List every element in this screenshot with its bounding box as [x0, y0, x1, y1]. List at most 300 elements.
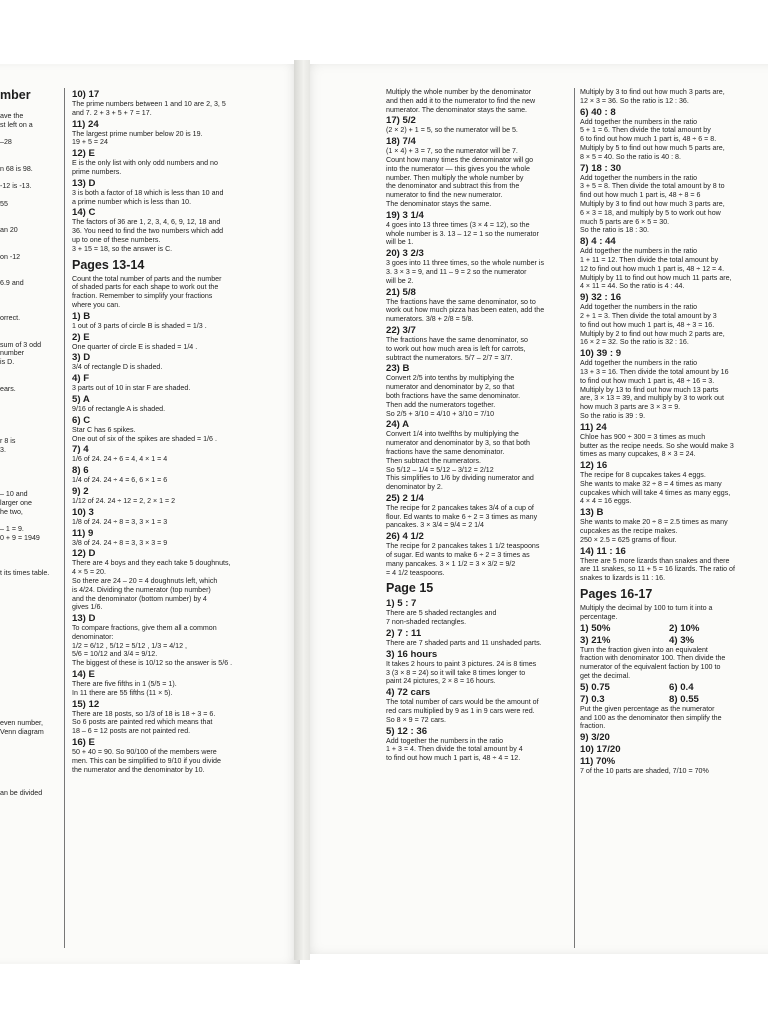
answer-pair — [580, 681, 758, 693]
answer-heading: 7) 18 : 30 — [580, 162, 622, 174]
cropped-line — [0, 261, 62, 270]
cropped-line — [0, 587, 62, 596]
cropped-line — [0, 244, 62, 253]
cropped-line: r 8 is — [0, 437, 16, 446]
cropped-line — [0, 772, 62, 781]
explanation-line: 3 is both a factor of 18 which is less than 10 and — [72, 188, 224, 197]
explanation-line: to find out how much 1 part is, 48 ÷ 16 = 3. — [580, 376, 715, 385]
cropped-line — [0, 552, 62, 561]
answer-heading: 11) 24 — [580, 421, 607, 433]
answer-heading: 6) 40 : 8 — [580, 106, 616, 118]
explanation-line: 12 × 3 = 36. So the ratio is 12 : 36. — [580, 96, 689, 105]
explanation-line: 3. 3 × 3 = 9, and 11 – 9 = 2 so the numerator — [386, 267, 527, 276]
cropped-line — [0, 578, 62, 587]
answers-column-3 — [580, 88, 758, 776]
cropped-line — [0, 288, 62, 297]
answer-heading: 25) 2 1/4 — [386, 492, 424, 504]
cropped-line: Venn diagram — [0, 727, 44, 736]
answer-heading: 12) D — [72, 548, 96, 560]
explanation-line: Count the total number of parts and the number — [72, 274, 222, 283]
explanation-line: Chloe has 900 ÷ 300 = 3 times as much — [580, 432, 706, 441]
section-heading: Page 15 — [386, 581, 434, 596]
explanation-line: 1/4 of 24. 24 ÷ 4 = 6, 6 × 1 = 6 — [72, 476, 168, 485]
explanation-line: butter as the recipe needs. So she would make 3 — [580, 441, 734, 450]
explanation-line: So 6 posts are painted red which means that — [72, 718, 213, 727]
cropped-line — [0, 367, 62, 376]
explanation-line: There are 5 more lizards than snakes and there — [580, 556, 730, 565]
cropped-line — [0, 472, 62, 481]
explanation-line: Turn the fraction given into an equivalent — [580, 645, 708, 654]
cropped-line: – 1 = 9. — [0, 525, 24, 534]
explanation-line: So the ratio is 18 : 30. — [580, 226, 650, 235]
answer-heading: 6) 0.4 — [669, 681, 694, 693]
explanation-line: Multiply by 5 to find out how much 5 parts are, — [580, 143, 725, 152]
explanation-line: of sugar. Ed wants to make 6 ÷ 2 = 3 times as — [386, 551, 530, 560]
cropped-line: an 20 — [0, 226, 18, 235]
explanation-line: denominator by 2. — [386, 483, 443, 492]
explanation-line: the denominator and subtract this from the — [386, 182, 520, 191]
cropped-line — [0, 402, 62, 411]
cropped-line — [0, 481, 62, 490]
answer-heading: 3) D — [72, 352, 91, 364]
cropped-line: 3. — [0, 446, 6, 455]
explanation-line: fraction. — [580, 722, 606, 731]
explanation-line: Multiply the decimal by 100 to turn it into a — [580, 604, 713, 613]
cropped-line — [0, 217, 62, 226]
explanation-line: are, 3 × 13 = 39, and multiply by 3 to work out — [580, 394, 724, 403]
explanation-line: 5 + 1 = 6. Then divide the total amount by — [580, 126, 711, 135]
explanation-line: There are five fifths in 1 (5/5 = 1). — [72, 680, 177, 689]
cropped-line — [0, 543, 62, 552]
explanation-line: So 5/12 – 1/4 = 5/12 – 3/12 = 2/12 — [386, 465, 494, 474]
explanation-line: Multiply by 3 to find out how much 3 parts are, — [580, 88, 725, 96]
explanation-line: So 2/5 + 3/10 = 4/10 + 3/10 = 7/10 — [386, 409, 495, 418]
answers-column-2 — [386, 88, 570, 763]
cropped-line: ears. — [0, 384, 16, 393]
cropped-line — [0, 631, 62, 640]
cropped-line — [0, 675, 62, 684]
explanation-line: She wants to make 20 ÷ 8 = 2.5 times as many — [580, 518, 728, 527]
explanation-line: numerator and denominator by 2, so that — [386, 383, 515, 392]
explanation-line: 13 + 3 = 16. Then divide the total amount by 16 — [580, 367, 729, 376]
answer-heading: 7) 4 — [72, 444, 89, 456]
explanation-line: 6 to find out how much 1 part is, 48 ÷ 6 = 8. — [580, 135, 717, 144]
cropped-line: 6.9 and — [0, 278, 24, 287]
explanation-line: 1 out of 3 parts of circle B is shaded = 1/3 . — [72, 321, 207, 330]
explanation-line: find out how much 1 part is, 48 ÷ 8 = 6 — [580, 191, 701, 200]
explanation-line: and the denominator (bottom number) by 4 — [72, 594, 207, 603]
explanation-line: 12 to find out how much 1 part is, 48 ÷ 12 = 4. — [580, 264, 725, 273]
answer-heading: 5) 12 : 36 — [386, 725, 428, 737]
answer-heading: 8) 0.55 — [669, 693, 699, 705]
answer-heading: 24) A — [386, 419, 410, 431]
explanation-line: numerator of the equivalent faction by 100 to — [580, 663, 721, 672]
answer-pair — [580, 634, 758, 646]
left-cropped-column — [0, 88, 62, 798]
cropped-line — [0, 173, 62, 182]
cropped-line — [0, 666, 62, 675]
explanation-line: both fractions have the same denominator. — [386, 391, 521, 400]
cropped-line: number — [0, 349, 25, 358]
cropped-line — [0, 428, 62, 437]
cropped-line — [0, 780, 62, 789]
cropped-line — [0, 270, 62, 279]
explanation-line: subtract the numerators. 5/7 – 2/7 = 3/7. — [386, 353, 513, 362]
explanation-line: fraction with denominator 100. Then divide the — [580, 654, 726, 663]
explanation-line: 4 × 11 = 44. So the ratio is 4 : 44. — [580, 282, 685, 291]
cropped-line — [0, 516, 62, 525]
answer-heading: 17) 5/2 — [386, 115, 416, 127]
cropped-line — [0, 692, 62, 701]
cropped-line — [0, 297, 62, 306]
cropped-heading: mber — [0, 88, 31, 102]
cropped-line — [0, 657, 62, 666]
answer-heading: 2) 10% — [669, 622, 700, 634]
explanation-line: where you can. — [72, 300, 121, 309]
explanation-line: Then subtract the numerators. — [386, 456, 482, 465]
explanation-line: The fractions have the same denominator, so to — [386, 297, 536, 306]
answer-heading: 26) 4 1/2 — [386, 531, 424, 543]
explanation-line: red cars multiplied by 9 as 1 in 9 cars were red. — [386, 707, 535, 716]
explanation-line: So there are 24 – 20 = 4 doughnuts left, which — [72, 576, 218, 585]
cropped-line — [0, 622, 62, 631]
explanation-line: the numerator and the denominator by 10. — [72, 765, 205, 774]
explanation-line: number. Then multiply the whole number by — [386, 173, 524, 182]
explanation-line: 1/8 of 24. 24 ÷ 8 = 3, 3 × 1 = 3 — [72, 517, 168, 526]
explanation-line: (2 × 2) + 1 = 5, so the numerator will be 5. — [386, 126, 518, 135]
explanation-line: Add together the numbers in the ratio — [580, 303, 698, 312]
section-heading: Pages 16-17 — [580, 587, 653, 602]
answer-heading: 19) 3 1/4 — [386, 209, 424, 221]
explanation-line: Add together the numbers in the ratio — [580, 173, 698, 182]
explanation-line: Add together the numbers in the ratio — [580, 247, 698, 256]
explanation-line: 1 + 3 = 4. Then divide the total amount by 4 — [386, 745, 523, 754]
explanation-line: So the ratio is 39 : 9. — [580, 411, 646, 420]
explanation-line: The biggest of these is 10/12 so the answer is 5/6 . — [72, 659, 233, 668]
explanation-line: Multiply by 3 to find out how much 3 parts are, — [580, 199, 725, 208]
explanation-line: The total number of cars would be the amount of — [386, 698, 539, 707]
explanation-line: 18 – 6 = 12 posts are not painted red. — [72, 727, 191, 736]
explanation-line: much 5 parts are 6 × 5 = 30. — [580, 217, 670, 226]
explanation-line: of shaded parts for each shape to work out the — [72, 283, 219, 292]
explanation-line: = 4 1/2 teaspoons. — [386, 568, 445, 577]
explanation-line: One quarter of circle E is shaded = 1/4 . — [72, 342, 198, 351]
answer-heading: 12) 16 — [580, 460, 608, 472]
explanation-line: percentage. — [580, 612, 618, 621]
explanation-line: 1 + 11 = 12. Then divide the total amount by — [580, 255, 719, 264]
answer-pair — [580, 622, 758, 634]
explanation-line: 7 non-shaded rectangles. — [386, 618, 467, 627]
answer-heading: 13) B — [580, 507, 604, 519]
explanation-line: times as many cupcakes, 8 × 3 = 24. — [580, 450, 696, 459]
explanation-line: to work out how much area is left for carrots, — [386, 344, 526, 353]
cropped-line: larger one — [0, 498, 32, 507]
explanation-line: To compare fractions, give them all a common — [72, 624, 217, 633]
cropped-line — [0, 701, 62, 710]
cropped-line — [0, 323, 62, 332]
explanation-line: and 7. 2 + 3 + 5 + 7 = 17. — [72, 108, 152, 117]
answer-heading: 2) E — [72, 331, 90, 343]
answers-column-1 — [72, 88, 284, 774]
explanation-line: Multiply the whole number by the denominator — [386, 88, 532, 96]
explanation-line: will be 1. — [386, 238, 414, 247]
cropped-line — [0, 604, 62, 613]
explanation-line: The recipe for 2 pancakes takes 1 1/2 teaspoons — [386, 542, 540, 551]
section-heading: Pages 13-14 — [72, 257, 145, 272]
cropped-line — [0, 710, 62, 719]
explanation-line: The denominator stays the same. — [386, 199, 492, 208]
cropped-line — [0, 191, 62, 200]
answer-heading: 2) 7 : 11 — [386, 628, 422, 640]
answer-heading: 12) E — [72, 148, 95, 160]
explanation-line: 16 × 2 = 32. So the ratio is 32 : 16. — [580, 338, 689, 347]
explanation-line: men. This can be simplified to 9/10 if you divide — [72, 756, 221, 765]
explanation-line: In 11 there are 55 fifths (11 × 5). — [72, 688, 173, 697]
explanation-line: up to one of these numbers. — [72, 235, 161, 244]
cropped-line: is D. — [0, 358, 15, 367]
explanation-line: 250 × 2.5 = 625 grams of flour. — [580, 535, 677, 544]
explanation-line: 3 goes into 11 three times, so the whole number is — [386, 259, 544, 268]
cropped-line — [0, 736, 62, 745]
cropped-line: on -12 — [0, 252, 21, 261]
explanation-line: prime numbers. — [72, 167, 122, 176]
explanation-line: 5/6 = 10/12 and 3/4 = 9/12. — [72, 650, 158, 659]
cropped-line: sum of 3 odd — [0, 340, 42, 349]
cropped-line — [0, 763, 62, 772]
cropped-line: 55 — [0, 199, 8, 208]
explanation-line: get the decimal. — [580, 672, 631, 681]
explanation-line: 36. You need to find the two numbers which add — [72, 227, 224, 236]
explanation-line: 7 of the 10 parts are shaded, 7/10 = 70% — [580, 767, 709, 776]
answer-heading: 8) 6 — [72, 465, 89, 477]
explanation-line: The factors of 36 are 1, 2, 3, 4, 6, 9, 12, 18 and — [72, 218, 221, 227]
explanation-line: pancakes. 3 × 3/4 = 9/4 = 2 1/4 — [386, 521, 485, 530]
cropped-line — [0, 411, 62, 420]
explanation-line: The prime numbers between 1 and 10 are 2, 3, 5 — [72, 100, 226, 108]
explanation-line: Multiply by 13 to find out how much 13 parts — [580, 385, 719, 394]
answer-heading: 9) 2 — [72, 485, 89, 497]
answer-heading: 3) 21% — [580, 634, 611, 646]
answer-heading: 9) 32 : 16 — [580, 292, 622, 304]
cropped-line: –28 — [0, 138, 12, 147]
answer-heading: 11) 9 — [72, 527, 94, 539]
cropped-line — [0, 376, 62, 385]
explanation-line: Star C has 6 spikes. — [72, 425, 136, 434]
answer-heading: 1) 5 : 7 — [386, 598, 417, 610]
explanation-line: numerator. The denominator stays the same. — [386, 105, 528, 114]
explanation-line: many pancakes. 3 × 1 1/2 = 3 × 3/2 = 9/2 — [386, 559, 516, 568]
explanation-line: whole number is 3. 13 – 12 = 1 so the numerator — [386, 229, 539, 238]
answer-heading: 13) D — [72, 613, 96, 625]
explanation-line: This simplifies to 1/6 by dividing numerator and — [386, 474, 534, 483]
answer-heading: 11) 24 — [72, 118, 99, 130]
cropped-line — [0, 745, 62, 754]
explanation-line: into the numerator — this gives you the whole — [386, 164, 530, 173]
cropped-line — [0, 305, 62, 314]
explanation-line: Multiply by 11 to find out how much 11 parts are, — [580, 273, 732, 282]
explanation-line: She wants to make 32 ÷ 8 = 4 times as many — [580, 479, 722, 488]
explanation-line: to find out how much 1 part is, 48 ÷ 4 = 12. — [386, 754, 521, 763]
explanation-line: It takes 2 hours to paint 3 pictures. 24 is 8 times — [386, 659, 537, 668]
column-divider-right — [574, 88, 575, 948]
explanation-line: a prime number which is less than 10. — [72, 197, 192, 206]
explanation-line: snakes to lizards is 11 : 16. — [580, 574, 666, 583]
answer-heading: 3) 16 hours — [386, 648, 438, 660]
explanation-line: 4 × 4 = 16 eggs. — [580, 497, 632, 506]
cropped-line: st left on a — [0, 120, 33, 129]
explanation-line: fraction. Remember to simplify your fractions — [72, 292, 213, 301]
explanation-line: to find out how much 1 part is, 48 ÷ 3 = 16. — [580, 320, 715, 329]
explanation-line: denominator: — [72, 632, 114, 641]
explanation-line: numerator and denominator by 3, so that both — [386, 439, 530, 448]
cropped-line: even number, — [0, 718, 43, 727]
answer-heading: 4) 72 cars — [386, 687, 431, 699]
explanation-line: 8 × 5 = 40. So the ratio is 40 : 8. — [580, 152, 681, 161]
cropped-line — [0, 147, 62, 156]
explanation-line: cupcakes which will take 4 times as many eggs, — [580, 488, 731, 497]
answer-heading: 13) D — [72, 177, 96, 189]
answer-heading: 14) C — [72, 207, 96, 219]
explanation-line: 3 + 15 = 18, so the answer is C. — [72, 244, 173, 253]
cropped-line — [0, 754, 62, 763]
column-divider-left — [64, 88, 65, 948]
answer-heading: 9) 3/20 — [580, 732, 610, 744]
answer-heading: 22) 3/7 — [386, 324, 416, 336]
explanation-line: and 100 as the denominator then simplify the — [580, 713, 722, 722]
explanation-line: 3/4 of rectangle D is shaded. — [72, 363, 163, 372]
cropped-line — [0, 640, 62, 649]
explanation-line: 1/2 = 6/12 , 5/12 = 5/12 , 1/3 = 4/12 , — [72, 641, 187, 650]
answer-heading: 1) 50% — [580, 622, 611, 634]
explanation-line: 2 + 1 = 3. Then divide the total amount by 3 — [580, 311, 717, 320]
explanation-line: 4 × 5 = 20. — [72, 568, 106, 577]
answer-pair — [580, 693, 758, 705]
answer-heading: 23) B — [386, 363, 410, 375]
answer-heading: 8) 4 : 44 — [580, 236, 616, 248]
cropped-line: -12 is -13. — [0, 182, 32, 191]
cropped-line — [0, 420, 62, 429]
explanation-line: how much 3 parts are 3 × 3 = 9. — [580, 403, 681, 412]
cropped-line — [0, 648, 62, 657]
answer-heading: 11) 70% — [580, 756, 616, 768]
explanation-line: 3 (3 × 8 = 24) so it will take 8 times longer to — [386, 668, 526, 677]
explanation-line: fractions have the same denominator. — [386, 447, 505, 456]
explanation-line: Add together the numbers in the ratio — [580, 117, 698, 126]
explanation-line: 3 parts out of 10 in star F are shaded. — [72, 384, 191, 393]
cropped-line — [0, 209, 62, 218]
cropped-line — [0, 156, 62, 165]
answer-heading: 14) E — [72, 669, 95, 681]
cropped-line: 0 + 9 = 1949 — [0, 534, 40, 543]
answer-heading: 1) B — [72, 310, 91, 322]
answer-heading: 20) 3 2/3 — [386, 248, 424, 260]
explanation-line: E is the only list with only odd numbers and no — [72, 159, 218, 168]
answer-heading: 10) 17 — [72, 89, 100, 100]
cropped-line: he two, — [0, 507, 23, 516]
answer-heading: 18) 7/4 — [386, 136, 416, 148]
answer-heading: 5) A — [72, 393, 90, 405]
cropped-line — [0, 455, 62, 464]
explanation-line: 4 goes into 13 three times (3 × 4 = 12), so the — [386, 220, 530, 229]
answer-heading: 10) 17/20 — [580, 744, 621, 756]
answer-heading: 10) 39 : 9 — [580, 348, 622, 360]
cropped-line — [0, 613, 62, 622]
answer-heading: 16) E — [72, 737, 95, 749]
explanation-line: will be 2. — [386, 276, 414, 285]
cropped-line — [0, 129, 62, 138]
cropped-line — [0, 103, 62, 112]
explanation-line: The fractions have the same denominator, so — [386, 335, 528, 344]
explanation-line: numerator to find the new numerator. — [386, 191, 503, 200]
explanation-line: 3 + 5 = 8. Then divide the total amount by 8 to — [580, 182, 725, 191]
cropped-line: ave the — [0, 111, 24, 120]
explanation-line: Put the given percentage as the numerator — [580, 704, 715, 713]
cropped-line — [0, 332, 62, 341]
explanation-line: Convert 1/4 into twelfths by multiplying the — [386, 430, 519, 439]
answer-heading: 7) 0.3 — [580, 693, 605, 705]
explanation-line: 50 + 40 = 90. So 90/100 of the members were — [72, 748, 217, 757]
cropped-line — [0, 235, 62, 244]
explanation-line: work out how much pizza has been eaten, add the — [386, 306, 545, 315]
cropped-line: – 10 and — [0, 490, 28, 499]
explanation-line: 19 + 5 = 24 — [72, 138, 108, 147]
explanation-line: gives 1/6. — [72, 603, 103, 612]
cropped-line — [0, 596, 62, 605]
explanation-line: The largest prime number below 20 is 19. — [72, 129, 203, 138]
explanation-line: So 8 × 9 = 72 cars. — [386, 715, 446, 724]
book-spine — [294, 60, 310, 960]
cropped-line: an be divided — [0, 789, 43, 798]
cropped-line — [0, 560, 62, 569]
explanation-line: is 4/24. Dividing the numerator (top number) — [72, 585, 211, 594]
answer-heading: 21) 5/8 — [386, 286, 416, 298]
explanation-line: The recipe for 8 cupcakes takes 4 eggs. — [580, 471, 706, 480]
explanation-line: 6 × 3 = 18, and multiply by 5 to work out how — [580, 208, 721, 217]
explanation-line: 1/12 of 24. 24 ÷ 12 = 2, 2 × 1 = 2 — [72, 496, 176, 505]
explanation-line: Then add the numerators together. — [386, 400, 496, 409]
explanation-line: There are 18 posts, so 1/3 of 18 is 18 ÷ 3 = 6. — [72, 709, 216, 718]
cropped-line — [0, 393, 62, 402]
explanation-line: (1 × 4) + 3 = 7, so the numerator will be 7. — [386, 147, 518, 156]
explanation-line: paint 24 pictures, 2 × 8 = 16 hours. — [386, 677, 496, 686]
answer-heading: 15) 12 — [72, 698, 100, 710]
explanation-line: Add together the numbers in the ratio — [386, 736, 504, 745]
explanation-line: and then add it to the numerator to find the new — [386, 96, 536, 105]
answer-heading: 14) 11 : 16 — [580, 545, 626, 557]
explanation-line: 1/6 of 24. 24 ÷ 6 = 4, 4 × 1 = 4 — [72, 455, 168, 464]
explanation-line: are 11 snakes, so 11 + 5 = 16 lizards. The ratio of — [580, 565, 735, 574]
explanation-line: Multiply by 2 to find out how much 2 parts are, — [580, 329, 725, 338]
answer-heading: 5) 0.75 — [580, 681, 610, 693]
explanation-line: The recipe for 2 pancakes takes 3/4 of a cup of — [386, 503, 534, 512]
cropped-line — [0, 684, 62, 693]
explanation-line: flour. Ed wants to make 6 ÷ 2 = 3 times as many — [386, 512, 538, 521]
cropped-line: t its times table. — [0, 569, 50, 578]
explanation-line: There are 5 shaded rectangles and — [386, 609, 497, 618]
explanation-line: Count how many times the denominator will go — [386, 155, 534, 164]
answer-heading: 4) F — [72, 373, 90, 385]
explanation-line: numerators. 3/8 + 2/8 = 5/8. — [386, 315, 474, 324]
explanation-line: 3/8 of 24. 24 ÷ 8 = 3, 3 × 3 = 9 — [72, 538, 168, 547]
explanation-line: There are 7 shaded parts and 11 unshaded parts. — [386, 639, 542, 648]
cropped-line: n 68 is 98. — [0, 164, 33, 173]
explanation-line: Add together the numbers in the ratio — [580, 359, 698, 368]
answer-heading: 6) C — [72, 414, 91, 426]
cropped-line — [0, 464, 62, 473]
explanation-line: Convert 2/5 into tenths by multiplying the — [386, 374, 515, 383]
explanation-line: One out of six of the spikes are shaded = 1/6 . — [72, 434, 217, 443]
explanation-line: There are 4 boys and they each take 5 doughnuts, — [72, 559, 231, 568]
